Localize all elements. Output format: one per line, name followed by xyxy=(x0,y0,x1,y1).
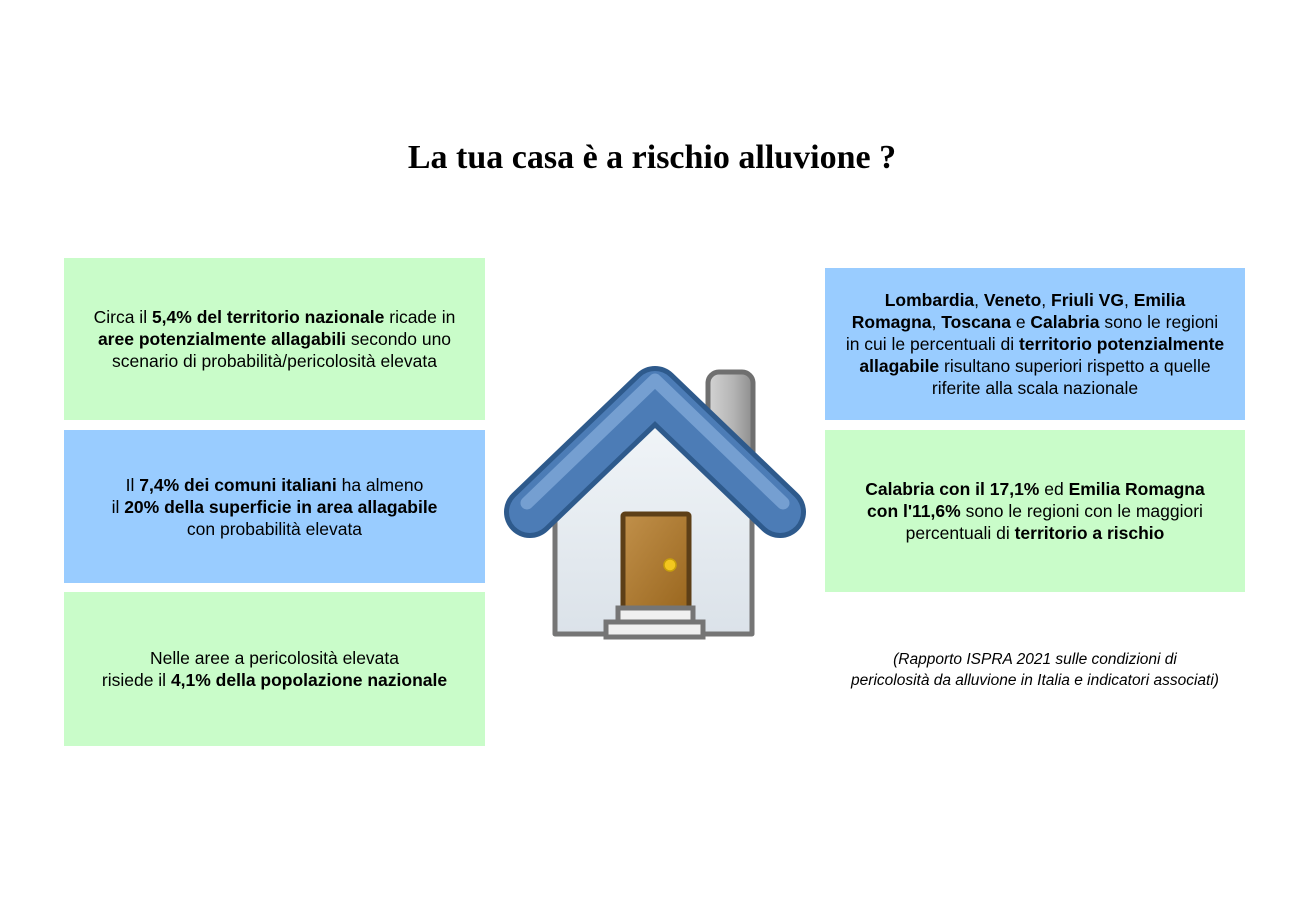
info-box-text: Lombardia, Veneto, Friuli VG, Emilia Romagna, Toscana e Calabria sono le regioni in cui le percentuali di territorio potenzialmente allagabile risultano superiori rispetto a quelle riferite alla scala nazionale xyxy=(845,290,1225,398)
door-knob-icon xyxy=(664,559,676,571)
info-box-territorio-allagabile xyxy=(64,258,485,420)
info-box-text: Circa il 5,4% del territorio nazionale ricade in aree potenzialmente allagabili secondo uno scenario di probabilità/pericolosità elevata xyxy=(93,307,456,371)
house-door xyxy=(623,514,689,608)
source-note: (Rapporto ISPRA 2021 sulle condizioni di pericolosità da alluvione in Italia e indicatori associati) xyxy=(851,651,1219,689)
house-icon xyxy=(505,352,805,652)
info-box-text: Il 7,4% dei comuni italiani ha almeno il 20% della superficie in area allagabile con probabilità elevata xyxy=(111,474,438,539)
info-box-popolazione-nazionale xyxy=(64,592,485,746)
info-box-calabria-emilia-romagna xyxy=(825,430,1245,592)
page-title: La tua casa è a rischio alluvione ? xyxy=(407,139,897,176)
house-step-bottom xyxy=(606,622,703,637)
info-box-text: Calabria con il 17,1% ed Emilia Romagna con l'11,6% sono le regioni con le maggiori percentuali di territorio a rischio xyxy=(865,479,1205,543)
info-box-regioni-sopra-media xyxy=(825,268,1245,420)
info-box-text: Nelle aree a pericolosità elevata risiede il 4,1% della popolazione nazionale xyxy=(101,648,448,690)
info-box-comuni-italiani xyxy=(64,430,485,583)
